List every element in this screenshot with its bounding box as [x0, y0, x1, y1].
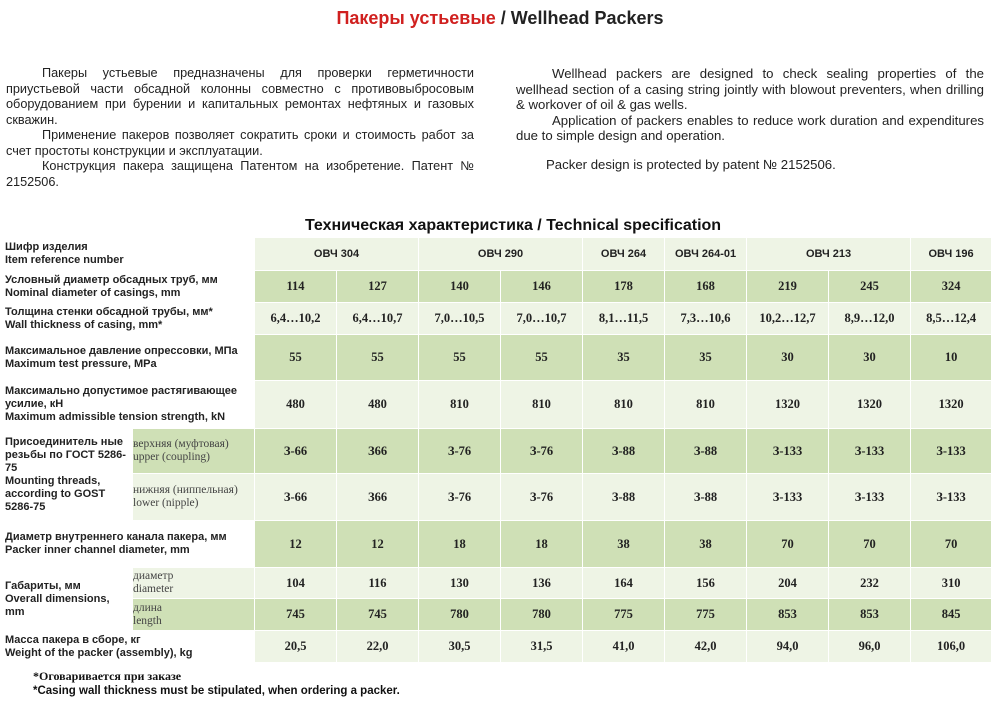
row-header-en: Weight of the packer (assembly), kg	[5, 646, 193, 659]
value-cell: 745	[255, 599, 337, 631]
value-cell: 31,5	[501, 631, 583, 663]
value-cell: 480	[255, 381, 337, 429]
row-weight	[5, 631, 992, 663]
footnote-ru: *Оговаривается при заказе	[33, 669, 182, 683]
row-header	[5, 303, 255, 335]
value-cell: 1320	[911, 381, 992, 429]
value-cell: 55	[501, 335, 583, 381]
value-cell: 219	[747, 271, 829, 303]
row-header-en: Item reference number	[5, 254, 124, 266]
row-header-en: Mounting threads, according to GOST 5286-75	[5, 474, 106, 513]
row-threads-lower	[5, 474, 992, 521]
row-header-en: Maximum admissible tension strength, kN	[5, 411, 226, 423]
value-cell: 104	[255, 568, 337, 599]
value-cell: 8,9…12,0	[829, 303, 911, 335]
value-cell: 324	[911, 271, 992, 303]
value-cell: З-88	[583, 474, 665, 521]
value-cell: 480	[337, 381, 419, 429]
row-header-ru: Шифр изделия	[5, 241, 88, 253]
value-cell: З66	[337, 474, 419, 521]
value-cell: 136	[501, 568, 583, 599]
value-cell: 41,0	[583, 631, 665, 663]
page-title	[0, 8, 1000, 29]
title-en: Wellhead Packers	[510, 8, 664, 28]
row-inner-channel	[5, 521, 992, 568]
row-header	[5, 271, 255, 303]
row-header-ru: Габариты, мм	[5, 579, 81, 592]
value-cell: 168	[665, 271, 747, 303]
value-cell: 810	[501, 381, 583, 429]
code-cell: ОВЧ 213	[747, 238, 911, 271]
intro-ru-paragraph: Применение пакеров позволяет сократить сроки и стоимость работ за счет простоты конструкции и эксплуатации.	[6, 128, 474, 158]
value-cell: 55	[419, 335, 501, 381]
value-cell: З-133	[747, 429, 829, 474]
row-header-ru: Диаметр внутреннего канала пакера, мм	[5, 531, 227, 543]
value-cell: 810	[665, 381, 747, 429]
title-separator: /	[500, 8, 506, 28]
value-cell: 6,4…10,2	[255, 303, 337, 335]
row-dimensions-diameter	[5, 568, 992, 599]
row-dimensions-length	[5, 599, 992, 631]
code-cell: ОВЧ 304	[255, 238, 419, 271]
value-cell: 30	[747, 335, 829, 381]
row-header	[5, 631, 255, 663]
value-cell: 114	[255, 271, 337, 303]
value-cell: 10,2…12,7	[747, 303, 829, 335]
value-cell: З66	[337, 429, 419, 474]
intro-en	[516, 66, 984, 172]
value-cell: З-66	[255, 474, 337, 521]
row-header	[5, 568, 133, 631]
value-cell: 96,0	[829, 631, 911, 663]
row-threads-upper	[5, 429, 992, 474]
intro-en-paragraph: Application of packers enables to reduce work duration and expenditures due to simple design and operation.	[516, 112, 984, 143]
value-cell: 140	[419, 271, 501, 303]
sub-label-ru: длина	[133, 601, 163, 614]
row-test-pressure	[5, 335, 992, 381]
row-header-ru: Присоединитель ные резьбы по ГОСТ 5286-75	[5, 435, 126, 474]
code-cell: ОВЧ 290	[419, 238, 583, 271]
value-cell: 38	[665, 521, 747, 568]
value-cell: 178	[583, 271, 665, 303]
value-cell: 775	[583, 599, 665, 631]
value-cell: З-133	[829, 474, 911, 521]
intro-ru-paragraph: Пакеры устьевые предназначены для проверки герметичности приустьевой части обсадной колонны совместно с противовыбросовым оборудованием при бурении и капитальных ремонтах нефтяных и газовых скважин.	[6, 66, 474, 127]
row-tension	[5, 381, 992, 429]
row-casing-diameter	[5, 271, 992, 303]
value-cell: 310	[911, 568, 992, 599]
value-cell: 745	[337, 599, 419, 631]
value-cell: 127	[337, 271, 419, 303]
row-header	[5, 238, 255, 271]
value-cell: 35	[583, 335, 665, 381]
title-ru: Пакеры устьевые	[336, 8, 496, 28]
row-header	[5, 381, 255, 429]
value-cell: 146	[501, 271, 583, 303]
value-cell: З-88	[583, 429, 665, 474]
sub-label-en: upper (coupling)	[133, 451, 210, 463]
value-cell: 130	[419, 568, 501, 599]
value-cell: 20,5	[255, 631, 337, 663]
sub-label-en: length	[133, 614, 162, 627]
row-header-ru: Максимальное давление опрессовки, МПа	[5, 344, 238, 357]
code-cell: ОВЧ 264	[583, 238, 665, 271]
value-cell: 1320	[747, 381, 829, 429]
value-cell: 164	[583, 568, 665, 599]
value-cell: 38	[583, 521, 665, 568]
value-cell: 8,5…12,4	[911, 303, 992, 335]
value-cell: З-88	[665, 429, 747, 474]
value-cell: 70	[829, 521, 911, 568]
row-wall-thickness	[5, 303, 992, 335]
sub-label-ru: диаметр	[133, 570, 174, 582]
value-cell: 7,0…10,7	[501, 303, 583, 335]
row-header	[5, 335, 255, 381]
value-cell: 1320	[829, 381, 911, 429]
intro-ru-paragraph: Конструкция пакера защищена Патентом на изобретение. Патент № 2152506.	[6, 159, 474, 189]
sub-label	[133, 474, 255, 521]
value-cell: 7,0…10,5	[419, 303, 501, 335]
row-header-en: Overall dimensions, mm	[5, 592, 110, 618]
value-cell: 6,4…10,7	[337, 303, 419, 335]
row-header-en: Wall thickness of casing, mm*	[5, 318, 163, 331]
value-cell: 55	[255, 335, 337, 381]
sub-label	[133, 568, 255, 599]
value-cell: З-66	[255, 429, 337, 474]
spec-title: Техническая характеристика / Technical specification	[304, 217, 722, 234]
value-cell: 8,1…11,5	[583, 303, 665, 335]
intro-en-paragraph: Wellhead packers are designed to check sealing properties of the wellhead section of a casing string jointly with blowout preventers, when drilling & workover of oil & gas wells.	[516, 66, 984, 112]
value-cell: З-133	[911, 429, 992, 474]
value-cell: 232	[829, 568, 911, 599]
intro-en-patent: Packer design is protected by patent № 2152506.	[546, 156, 836, 172]
value-cell: 7,3…10,6	[665, 303, 747, 335]
value-cell: 18	[419, 521, 501, 568]
row-header-en: Maximum test pressure, MPa	[5, 357, 157, 370]
value-cell: 30,5	[419, 631, 501, 663]
value-cell: З-76	[501, 429, 583, 474]
code-cell: ОВЧ 264-01	[665, 238, 747, 271]
value-cell: З-76	[501, 474, 583, 521]
value-cell: 70	[747, 521, 829, 568]
value-cell: З-88	[665, 474, 747, 521]
value-cell: 12	[337, 521, 419, 568]
row-header-ru: Максимально допустимое растягивающее усилие, кН	[5, 385, 238, 410]
value-cell: 30	[829, 335, 911, 381]
sub-label-en: diameter	[133, 583, 174, 595]
value-cell: 22,0	[337, 631, 419, 663]
value-cell: З-76	[419, 429, 501, 474]
value-cell: 94,0	[747, 631, 829, 663]
row-header	[5, 521, 255, 568]
value-cell: З-133	[829, 429, 911, 474]
value-cell: 810	[419, 381, 501, 429]
value-cell: 156	[665, 568, 747, 599]
value-cell: З-133	[911, 474, 992, 521]
intro-ru	[6, 66, 474, 190]
value-cell: 10	[911, 335, 992, 381]
sub-label-en: lower (nipple)	[133, 497, 199, 509]
sub-label-ru: верхняя (муфтовая)	[133, 438, 229, 450]
value-cell: 42,0	[665, 631, 747, 663]
value-cell: 35	[665, 335, 747, 381]
value-cell: 810	[583, 381, 665, 429]
row-codes	[5, 238, 992, 271]
code-cell: ОВЧ 196	[911, 238, 992, 271]
value-cell: З-133	[747, 474, 829, 521]
value-cell: 18	[501, 521, 583, 568]
row-header-ru: Толщина стенки обсадной трубы, мм*	[5, 305, 213, 318]
value-cell: 204	[747, 568, 829, 599]
row-header-en: Packer inner channel diameter, mm	[5, 544, 190, 556]
value-cell: 106,0	[911, 631, 992, 663]
sub-label-ru: нижняя (ниппельная)	[133, 484, 238, 496]
sub-label	[133, 429, 255, 474]
value-cell: 780	[419, 599, 501, 631]
row-header-ru: Масса пакера в сборе, кг	[5, 633, 141, 646]
value-cell: З-76	[419, 474, 501, 521]
spec-table	[4, 237, 992, 663]
value-cell: 775	[665, 599, 747, 631]
row-header-en: Nominal diameter of casings, mm	[5, 286, 181, 299]
footnote-en: *Casing wall thickness must be stipulated, when ordering a packer.	[33, 685, 400, 697]
value-cell: 116	[337, 568, 419, 599]
value-cell: 70	[911, 521, 992, 568]
value-cell: 245	[829, 271, 911, 303]
value-cell: 853	[829, 599, 911, 631]
sub-label	[133, 599, 255, 631]
value-cell: 780	[501, 599, 583, 631]
value-cell: 55	[337, 335, 419, 381]
value-cell: 845	[911, 599, 992, 631]
row-header-ru: Условный диаметр обсадных труб, мм	[5, 273, 218, 286]
row-header	[5, 429, 133, 521]
value-cell: 853	[747, 599, 829, 631]
value-cell: 12	[255, 521, 337, 568]
